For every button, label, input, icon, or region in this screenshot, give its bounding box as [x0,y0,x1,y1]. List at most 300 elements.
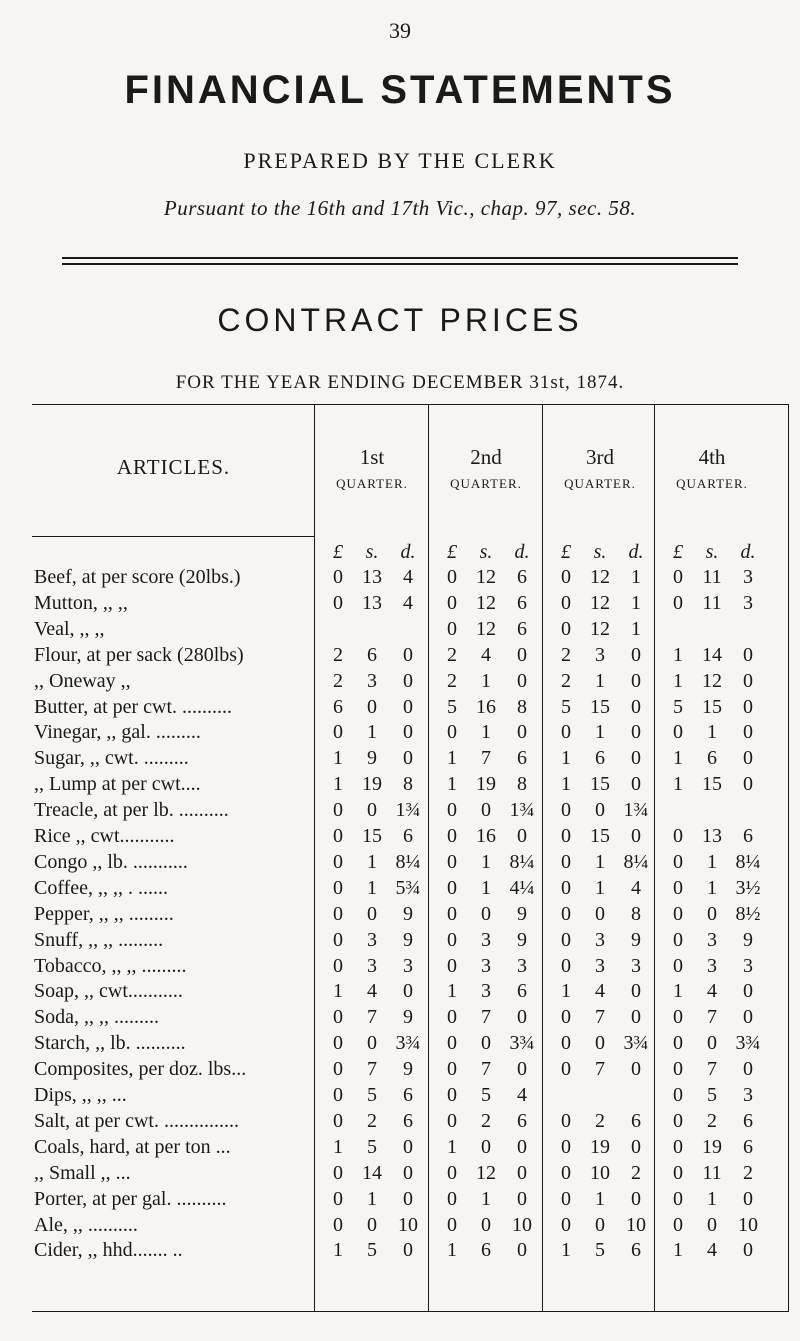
articles-header: ARTICLES. [116,455,231,479]
pounds-cell: 5 [673,695,683,718]
pounds-cell: 0 [333,1161,343,1184]
pounds-cell: 0 [561,876,571,899]
pence-cell: 3 [517,954,527,977]
pounds-cell: 0 [673,850,683,873]
pounds-cell: 0 [333,825,343,847]
table-row [32,1110,788,1135]
shillings-cell: 0 [367,799,377,822]
shillings-cell: 19 [702,1135,722,1158]
shillings-cell: 0 [595,799,605,822]
shillings-cell: 16 [476,695,496,718]
article-name: Coals, hard, at per ton ... [34,1135,231,1158]
pence-cell: 0 [743,773,753,796]
pence-cell: 8 [631,902,641,925]
shillings-cell: 3 [481,928,491,951]
pence-cell: 3 [631,954,641,977]
pounds-cell: 0 [673,1213,683,1236]
pence-unit-label: d. [514,541,530,563]
shillings-cell: 19 [590,1135,610,1158]
table-row [32,592,788,617]
quarter-number: 3rd [586,445,614,469]
pence-cell: 1¾ [509,799,535,822]
shillings-cell: 0 [367,1032,377,1055]
pence-cell: 1 [631,617,641,640]
shillings-cell: 0 [707,1213,717,1236]
shillings-cell: 1 [481,876,491,899]
shillings-cell: 1 [595,850,605,873]
pounds-cell: 0 [447,1161,457,1184]
pounds-cell: 0 [673,591,683,614]
pence-cell: 8¼ [395,850,421,873]
pence-cell: 3 [743,1084,753,1106]
pence-cell: 6 [517,747,527,770]
pence-cell: 9 [403,1006,413,1029]
pence-cell: 0 [517,643,527,666]
pounds-cell: 0 [447,876,457,899]
pounds-cell: 0 [561,1006,571,1029]
pence-cell: 9 [403,928,413,951]
pence-cell: 2 [631,1161,641,1184]
pence-cell: 6 [517,566,527,588]
shilling-unit-label: s. [479,541,493,563]
shillings-cell: 12 [476,566,496,588]
pence-cell: 1 [631,591,641,614]
article-name: Veal, ,, ,, [34,617,105,640]
pence-cell: 6 [403,1084,413,1106]
main-title: FINANCIAL STATEMENTS [124,68,676,112]
table-row [32,1136,788,1161]
shillings-cell: 3 [707,954,717,977]
shillings-cell: 7 [481,1058,491,1081]
article-name: Beef, at per score (20lbs.) [34,566,241,588]
pence-cell: 3 [743,591,753,614]
pounds-cell: 0 [333,1109,343,1132]
table-row [32,721,788,746]
pounds-cell: 0 [561,566,571,588]
pound-unit-label: £ [673,541,683,563]
pounds-cell: 0 [673,1006,683,1029]
pounds-cell: 0 [447,1187,457,1210]
pence-cell: 0 [631,669,641,692]
shillings-cell: 12 [702,669,722,692]
table-row [32,670,788,695]
pence-cell: 0 [631,1187,641,1210]
pence-cell: 0 [743,1006,753,1029]
shillings-cell: 7 [595,1006,605,1029]
pounds-cell: 1 [673,669,683,692]
article-name: Soap, ,, cwt........... [34,980,183,1003]
pounds-cell: 0 [673,566,683,588]
pounds-cell: 0 [561,799,571,822]
shillings-cell: 3 [367,669,377,692]
shillings-cell: 3 [367,928,377,951]
table-row [32,1214,788,1239]
quarter-header-2 [428,445,544,492]
pounds-cell: 0 [333,799,343,822]
shillings-cell: 12 [476,591,496,614]
shillings-cell: 1 [367,721,377,744]
pence-cell: 6 [631,1109,641,1132]
shillings-cell: 15 [702,695,722,718]
shilling-unit-label: s. [593,541,607,563]
table-row [32,929,788,954]
pounds-cell: 0 [561,591,571,614]
pence-cell: 1¾ [623,799,649,822]
shillings-cell: 0 [481,1213,491,1236]
pounds-cell: 2 [447,643,457,666]
shillings-cell: 1 [595,876,605,899]
pound-unit-label: £ [447,541,457,563]
pence-cell: 2 [743,1161,753,1184]
article-name: Starch, ,, lb. .......... [34,1032,186,1055]
pence-cell: 4 [403,591,413,614]
pounds-cell: 2 [333,643,343,666]
pence-cell: 0 [743,1239,753,1262]
pounds-cell: 0 [673,928,683,951]
quarter-number: 4th [698,445,726,469]
header-rule [32,536,314,537]
shillings-cell: 7 [367,1058,377,1081]
pounds-cell: 1 [333,773,343,796]
article-name: Rice ,, cwt........... [34,825,175,847]
shillings-cell: 0 [367,695,377,718]
pounds-cell: 0 [447,1006,457,1029]
pounds-cell: 0 [447,1084,457,1106]
pounds-cell: 0 [333,876,343,899]
shillings-cell: 1 [707,876,717,899]
pounds-cell: 1 [561,747,571,770]
shillings-cell: 12 [590,617,610,640]
pounds-cell: 1 [333,747,343,770]
article-name: Soda, ,, ,, ......... [34,1006,159,1029]
pounds-cell: 2 [447,669,457,692]
pence-cell: 0 [517,669,527,692]
shillings-cell: 0 [367,902,377,925]
article-name: Mutton, ,, ,, [34,591,128,614]
pounds-cell: 0 [333,1213,343,1236]
article-name: ,, Small ,, ... [34,1161,131,1184]
table-row [32,851,788,876]
article-name: Composites, per doz. lbs... [34,1058,247,1081]
shillings-cell: 1 [481,721,491,744]
pounds-cell: 2 [561,669,571,692]
shillings-cell: 11 [702,591,722,614]
shillings-cell: 4 [707,980,717,1003]
pence-cell: 6 [743,825,753,847]
pence-cell: 6 [743,1135,753,1158]
shillings-cell: 1 [481,850,491,873]
article-name: Cider, ,, hhd....... .. [34,1239,183,1262]
shillings-cell: 3 [481,980,491,1003]
pence-cell: 4 [403,566,413,588]
shillings-cell: 1 [481,1187,491,1210]
pounds-cell: 0 [673,1109,683,1132]
shillings-cell: 12 [476,617,496,640]
pence-cell: 9 [517,928,527,951]
table-row [32,877,788,902]
shillings-cell: 0 [707,902,717,925]
shillings-cell: 11 [702,1161,722,1184]
shillings-cell: 3 [595,643,605,666]
quarter-number: 2nd [470,445,502,469]
pounds-cell: 0 [561,954,571,977]
pence-cell: 0 [403,643,413,666]
pounds-cell: 0 [673,1084,683,1106]
pounds-cell: 0 [447,1032,457,1055]
pounds-cell: 0 [333,902,343,925]
shillings-cell: 5 [481,1084,491,1106]
pence-cell: 1¾ [395,799,421,822]
shillings-cell: 2 [481,1109,491,1132]
pounds-cell: 0 [673,876,683,899]
pence-cell: 6 [517,980,527,1003]
table-row [32,1032,788,1057]
table-row [32,903,788,928]
article-name: Butter, at per cwt. .......... [34,695,233,718]
pence-cell: 10 [626,1213,646,1236]
pence-unit-label: d. [740,541,756,563]
pence-cell: 10 [512,1213,532,1236]
pence-cell: 0 [517,1187,527,1210]
pence-cell: 0 [743,1058,753,1081]
article-name: ,, Lump at per cwt.... [34,773,201,796]
shillings-cell: 7 [481,747,491,770]
article-name: Sugar, ,, cwt. ......... [34,747,189,770]
pence-cell: 10 [738,1213,758,1236]
pounds-cell: 1 [673,980,683,1003]
pence-cell: 9 [743,928,753,951]
shillings-cell: 1 [707,850,717,873]
pounds-cell: 1 [333,1239,343,1262]
shillings-cell: 6 [595,747,605,770]
pounds-cell: 0 [447,1109,457,1132]
pence-cell: 0 [403,1135,413,1158]
pounds-cell: 0 [447,617,457,640]
article-name: Porter, at per gal. .......... [34,1187,227,1210]
pounds-cell: 0 [561,1161,571,1184]
quarter-word: QUARTER. [450,476,522,491]
pence-cell: 5¾ [395,876,421,899]
shillings-cell: 3 [707,928,717,951]
pounds-cell: 0 [333,1187,343,1210]
pence-cell: 3 [743,566,753,588]
quarter-word: QUARTER. [336,476,408,491]
pounds-cell: 2 [333,669,343,692]
pence-cell: 3 [403,954,413,977]
pounds-cell: 0 [333,928,343,951]
article-name: Snuff, ,, ,, ......... [34,928,164,951]
table-row [32,1188,788,1213]
shillings-cell: 15 [702,773,722,796]
pound-unit-label: £ [333,541,343,563]
subtitle: PREPARED BY THE CLERK [243,148,557,173]
pence-cell: 0 [403,721,413,744]
pence-cell: 8¼ [509,850,535,873]
pounds-cell: 0 [561,1058,571,1081]
table-row [32,955,788,980]
pounds-cell: 0 [673,1135,683,1158]
pence-unit-label: d. [628,541,644,563]
shillings-cell: 0 [481,1135,491,1158]
shillings-cell: 5 [367,1239,377,1262]
pence-cell: 0 [743,980,753,1003]
pounds-cell: 0 [447,566,457,588]
pounds-cell: 0 [561,1135,571,1158]
article-name: Dips, ,, ,, ... [34,1084,127,1106]
shillings-cell: 0 [481,1032,491,1055]
shillings-cell: 1 [595,1187,605,1210]
shillings-cell: 1 [367,850,377,873]
article-name: ,, Oneway ,, [34,669,131,692]
pence-cell: 0 [517,1135,527,1158]
pence-cell: 8¼ [623,850,649,873]
shillings-cell: 13 [362,566,382,588]
pence-cell: 10 [398,1213,418,1236]
pounds-cell: 1 [673,643,683,666]
pence-cell: 6 [517,1109,527,1132]
shillings-cell: 2 [707,1109,717,1132]
article-name: Pepper, ,, ,, ......... [34,902,174,925]
pence-cell: 0 [631,643,641,666]
table-row [32,566,788,591]
pounds-cell: 0 [447,799,457,822]
pence-unit-label: d. [400,541,416,563]
pounds-cell: 0 [561,721,571,744]
pence-cell: 0 [517,1239,527,1262]
pounds-cell: 1 [333,1135,343,1158]
pounds-cell: 0 [561,617,571,640]
pounds-cell: 0 [673,954,683,977]
pence-cell: 6 [631,1239,641,1262]
shillings-cell: 5 [707,1084,717,1106]
table-row [32,696,788,721]
shillings-cell: 2 [367,1109,377,1132]
shillings-cell: 0 [481,799,491,822]
pounds-cell: 6 [333,695,343,718]
pounds-cell: 0 [333,591,343,614]
pounds-cell: 0 [333,566,343,588]
shillings-cell: 3 [367,954,377,977]
pound-unit-label: £ [561,541,571,563]
shilling-unit-label: s. [365,541,379,563]
pence-cell: 0 [517,1161,527,1184]
pence-cell: 0 [403,747,413,770]
shillings-cell: 7 [707,1006,717,1029]
shillings-cell: 0 [367,1213,377,1236]
pence-cell: 4 [631,876,641,899]
shillings-cell: 13 [362,591,382,614]
pounds-cell: 1 [561,1239,571,1262]
period-line: FOR THE YEAR ENDING DECEMBER 31st, 1874. [175,372,625,393]
pence-cell: 0 [403,980,413,1003]
article-name: Ale, ,, .......... [34,1213,138,1236]
pence-cell: 0 [631,747,641,770]
shillings-cell: 12 [476,1161,496,1184]
pence-cell: 0 [631,1006,641,1029]
pence-cell: 9 [631,928,641,951]
pounds-cell: 1 [673,773,683,796]
pounds-cell: 1 [561,773,571,796]
pence-cell: 0 [403,1239,413,1262]
shillings-cell: 4 [707,1239,717,1262]
shillings-cell: 19 [476,773,496,796]
table-row [32,825,788,850]
shillings-cell: 6 [481,1239,491,1262]
pence-cell: 8 [517,695,527,718]
article-name: Treacle, at per lb. .......... [34,799,229,822]
pence-cell: 1 [631,566,641,588]
pence-cell: 0 [631,695,641,718]
shillings-cell: 12 [590,566,610,588]
pence-cell: 3¾ [623,1032,649,1055]
article-name: Vinegar, ,, gal. ......... [34,721,201,744]
pounds-cell: 0 [333,1084,343,1106]
pence-cell: 0 [631,1058,641,1081]
article-name: Coffee, ,, ,, . ...... [34,876,169,899]
shillings-cell: 14 [702,643,722,666]
shillings-cell: 12 [590,591,610,614]
pounds-cell: 0 [333,954,343,977]
pounds-cell: 0 [561,850,571,873]
pence-cell: 0 [403,695,413,718]
shillings-cell: 2 [595,1109,605,1132]
pounds-cell: 0 [447,1058,457,1081]
pence-cell: 4 [517,1084,527,1106]
shillings-cell: 15 [590,825,610,847]
pounds-cell: 1 [447,1135,457,1158]
pence-cell: 6 [517,617,527,640]
pence-cell: 0 [743,721,753,744]
shillings-cell: 15 [590,773,610,796]
quarter-word: QUARTER. [676,476,748,491]
shillings-cell: 1 [595,721,605,744]
table-row [32,747,788,772]
pounds-cell: 0 [673,1058,683,1081]
shillings-cell: 7 [367,1006,377,1029]
pence-cell: 0 [517,721,527,744]
pounds-cell: 1 [333,980,343,1003]
pence-cell: 0 [743,747,753,770]
shillings-cell: 3 [595,954,605,977]
shillings-cell: 7 [707,1058,717,1081]
article-name: Congo ,, lb. ........... [34,850,188,873]
pence-cell: 9 [403,1058,413,1081]
shillings-cell: 0 [595,1213,605,1236]
shillings-cell: 1 [595,669,605,692]
shillings-cell: 4 [595,980,605,1003]
shillings-cell: 16 [476,825,496,847]
shillings-cell: 1 [707,1187,717,1210]
pounds-cell: 0 [673,721,683,744]
pence-cell: 0 [517,1006,527,1029]
table-row [32,618,788,643]
pounds-cell: 0 [333,850,343,873]
pence-cell: 6 [403,825,413,847]
pence-cell: 0 [403,669,413,692]
shillings-cell: 19 [362,773,382,796]
pence-cell: 0 [631,825,641,847]
table-row [32,1239,788,1264]
article-name: Tobacco, ,, ,, ......... [34,954,187,977]
pounds-cell: 1 [673,747,683,770]
shillings-cell: 11 [702,566,722,588]
shillings-cell: 9 [367,747,377,770]
pounds-cell: 0 [447,1213,457,1236]
pence-cell: 8¼ [735,850,761,873]
shillings-cell: 5 [367,1084,377,1106]
pence-cell: 3¾ [509,1032,535,1055]
quarter-word: QUARTER. [564,476,636,491]
